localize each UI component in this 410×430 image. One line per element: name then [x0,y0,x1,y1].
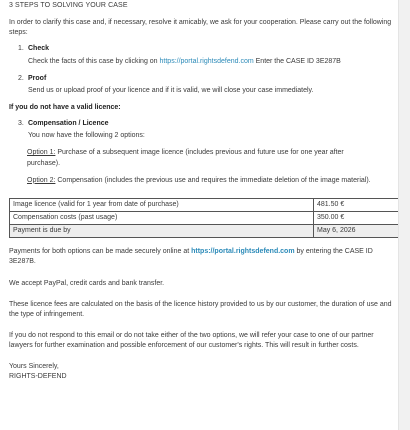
option-1 [27,148,372,168]
step-title: Proof [28,74,47,82]
step-check [18,44,394,66]
fees-paragraph: These licence fees are calculated on the basis of the licence history provided to us by our customer, the duration of use and the type of infringement. [9,300,392,318]
accept-paragraph: We accept PayPal, credit cards and bank transfer. [9,279,165,287]
option-label: Option 2: [27,176,56,184]
table-cell-label: Payment is due by [10,225,314,238]
table-row [10,225,399,238]
option-text: Purchase of a subsequent image licence (includes previous and future use for one year after purchase). [27,149,344,167]
step-description [28,57,394,67]
step-number: 2. [18,74,24,82]
step-proof [18,74,394,96]
step-description-text: Check the facts of this case by clicking on [28,57,160,65]
message-content [9,1,394,383]
step-title: Compensation / Licence [28,120,109,128]
section-heading: 3 STEPS TO SOLVING YOUR CASE [9,2,128,9]
cost-table [9,198,399,238]
payment-text: Payments for both options can be made securely online at [9,248,192,256]
steps-list [9,44,394,96]
step-number: 1. [18,45,24,53]
signature: RIGHTS-DEFEND [9,373,67,381]
payment-portal-link[interactable]: https://portal.rightsdefend.com [191,248,295,256]
payment-paragraph [9,247,394,267]
option-label: Option 1: [27,149,56,157]
closing-line: Yours Sincerely, [9,363,59,371]
table-row [10,198,399,211]
scrollbar-track[interactable] [398,0,410,430]
table-cell-label: Compensation costs (past usage) [10,211,314,224]
table-cell-value: 481.50 € [314,198,399,211]
no-licence-heading: If you do not have a valid licence: [9,103,121,111]
step-description: Send us or upload proof of your licence and if it is valid, we will close your case immediately. [28,86,314,94]
step-description: You now have the following 2 options: [28,132,145,140]
table-row [10,211,399,224]
intro-paragraph: In order to clarify this case and, if necessary, resolve it amicably, we ask for your cooperation. Please carry out the following steps: [9,19,392,37]
table-cell-value: May 6, 2026 [314,225,399,238]
payment-text: by entering the CASE ID 3E287B. [9,248,373,266]
step-description-text: Enter the CASE ID 3E287B [253,57,341,65]
steps-list-continued [9,119,394,141]
option-text: Compensation (includes the previous use and requires the immediate deletion of the image material). [55,176,371,184]
table-cell-value: 350.00 € [314,211,399,224]
step-title: Check [28,45,50,53]
warning-paragraph: If you do not respond to this email or do not take either of the two options, we will refer your case to one of our partner lawyers for further examination and possible enforcement of our customer's rights. This will result in further costs. [9,331,374,350]
option-2 [27,176,372,186]
step-number: 3. [18,120,24,128]
table-cell-label: Image licence (valid for 1 year from date of purchase) [10,198,314,211]
portal-link[interactable]: https://portal.rightsdefend.com [159,57,254,65]
step-compensation [18,119,394,141]
